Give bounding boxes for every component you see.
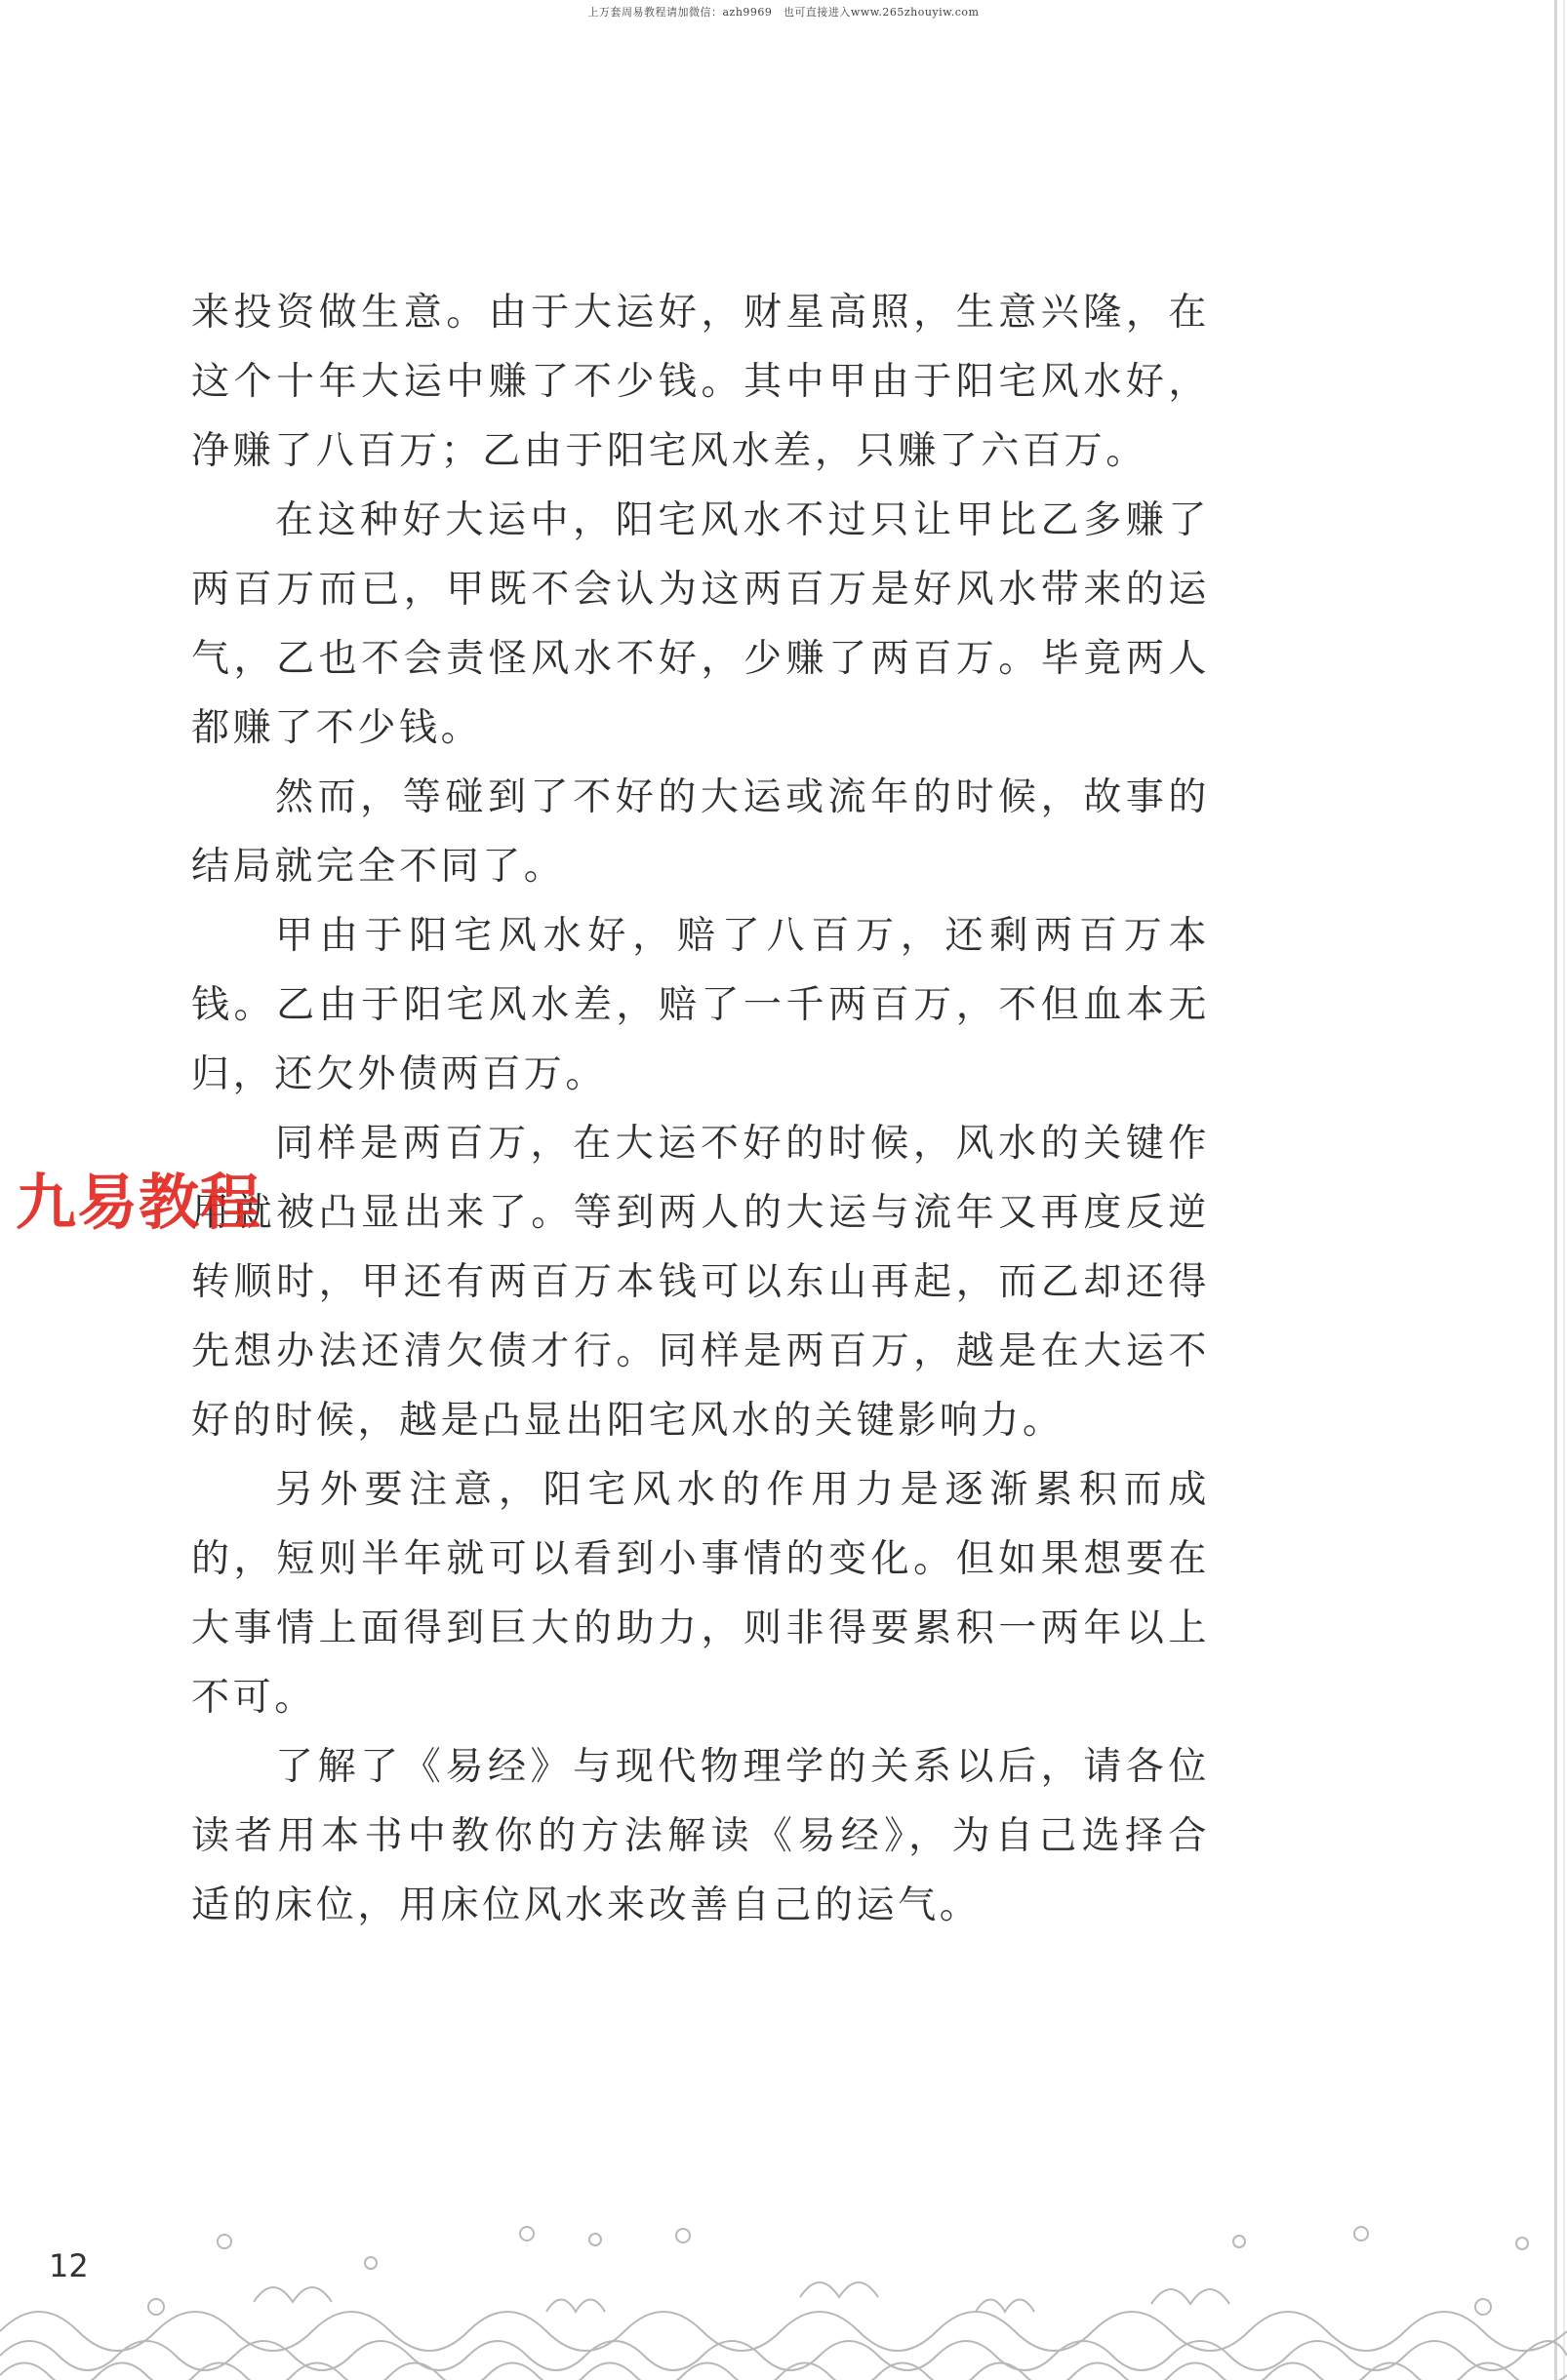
paragraph-4: 甲由于阳宅风水好，赔了八百万，还剩两百万本钱。乙由于阳宅风水差，赔了一千两百万，不但血本无归，还欠外债两百万。 — [191, 914, 1210, 1096]
body-text — [191, 278, 1210, 1940]
paragraph-1: 来投资做生意。由于大运好，财星高照，生意兴隆，在这个十年大运中赚了不少钱。其中甲由于阳宅风水好，净赚了八百万；乙由于阳宅风水差，只赚了六百万。 — [191, 291, 1210, 473]
paragraph-5: 同样是两百万，在大运不好的时候，风水的关键作用就被凸显出来了。等到两人的大运与流年又再度反逆转顺时，甲还有两百万本钱可以东山再起，而乙却还得先想办法还清欠债才行。同样是两百万，越是在大运不好的时候，越是凸显出阳宅风水的关键影响力。 — [191, 1122, 1210, 1443]
paragraph-7: 了解了《易经》与现代物理学的关系以后，请各位读者用本书中教你的方法解读《易经》，为自己选择合适的床位，用床位风水来改善自己的运气。 — [191, 1745, 1210, 1927]
top-notice: 上万套周易教程请加微信：azh9969 也可直接进入www.265zhouyiw.com — [587, 6, 980, 19]
page-edge-line — [1554, 0, 1557, 2380]
wave-ornament — [0, 2214, 1567, 2380]
page-number: 12 — [49, 2247, 89, 2284]
paragraph-6: 另外要注意，阳宅风水的作用力是逐渐累积而成的，短则半年就可以看到小事情的变化。但如果想要在大事情上面得到巨大的助力，则非得要累积一两年以上不可。 — [191, 1468, 1210, 1720]
page-edge-line-outer — [1563, 0, 1565, 2380]
paragraph-2: 在这种好大运中，阳宅风水不过只让甲比乙多赚了两百万而已，甲既不会认为这两百万是好风水带来的运气，乙也不会责怪风水不好，少赚了两百万。毕竟两人都赚了不少钱。 — [191, 498, 1210, 750]
watermark: 九易教程 — [16, 1167, 262, 1238]
paragraph-3: 然而，等碰到了不好的大运或流年的时候，故事的结局就完全不同了。 — [191, 775, 1210, 889]
